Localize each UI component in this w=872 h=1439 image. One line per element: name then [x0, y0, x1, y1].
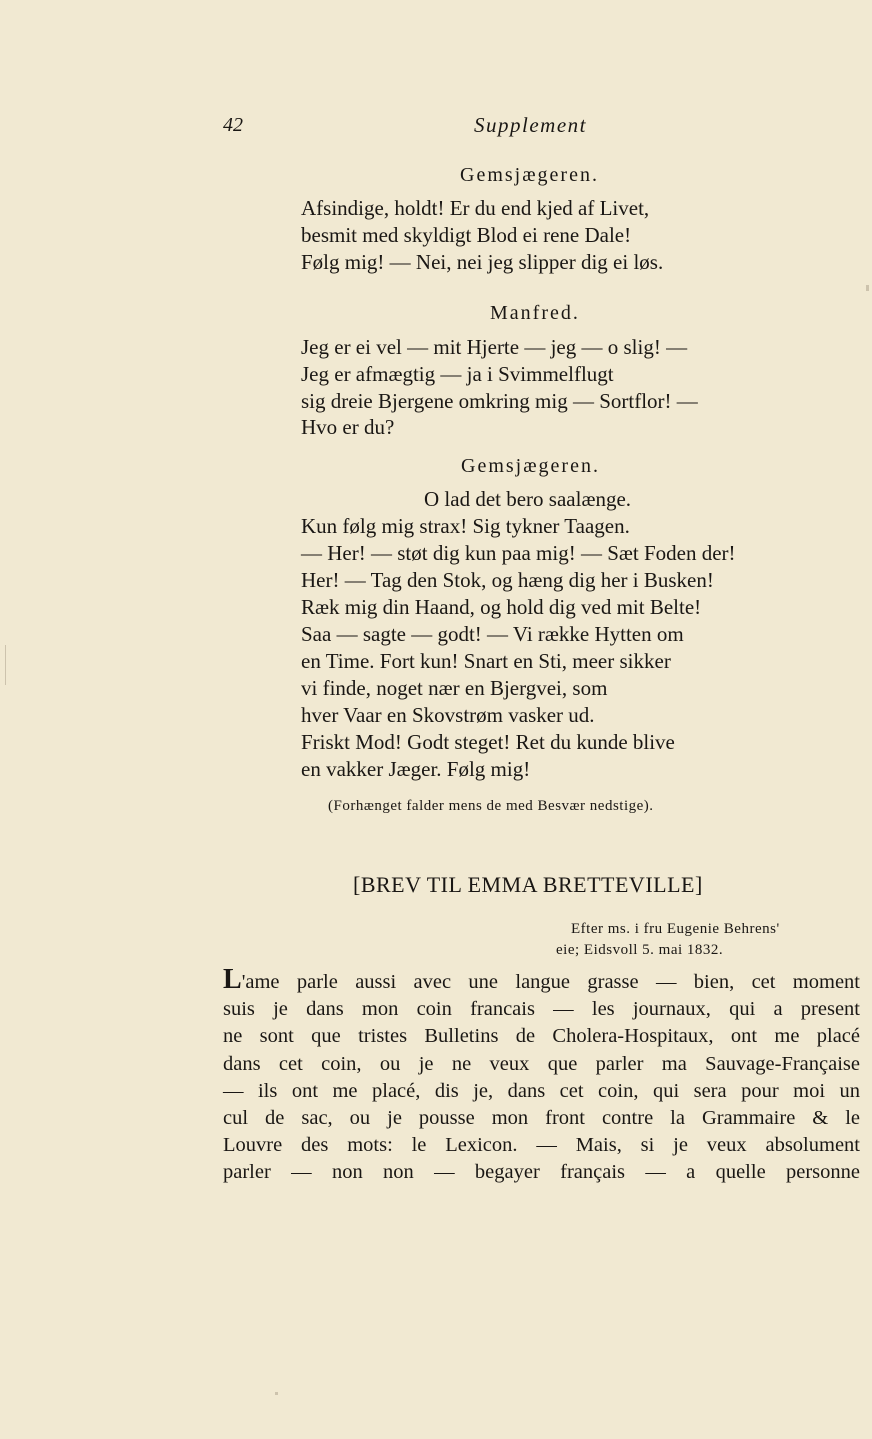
verse-line: en Time. Fort kun! Snart en Sti, meer sikker	[301, 649, 671, 673]
verse-line: Hvo er du?	[301, 415, 395, 439]
verse-line: O lad det bero saalænge.	[424, 487, 632, 511]
prose-line: — ils ont me placé, dis je, dans cet coin, qui sera pour moi un	[223, 1079, 860, 1102]
speaker-name: Gemsjægeren.	[460, 164, 599, 186]
verse-line: Ræk mig din Haand, og hold dig ved mit Belte!	[301, 595, 702, 619]
verse-line: Følg mig! — Nei, nei jeg slipper dig ei løs.	[301, 250, 664, 274]
page-number: 42	[223, 114, 243, 136]
paper-speck	[866, 285, 869, 291]
prose-line-text: 'ame parle aussi avec une langue grasse — bien, cet moment	[241, 971, 860, 993]
stage-direction: (Forhænget falder mens de med Besvær nedstige).	[328, 798, 654, 814]
verse-line: Afsindige, holdt! Er du end kjed af Livet,	[301, 196, 650, 220]
speaker-name: Manfred.	[490, 302, 580, 324]
verse-line: Jeg er ei vel — mit Hjerte — jeg — o slig! —	[301, 335, 688, 359]
prose-line: Louvre des mots: le Lexicon. — Mais, si je veux absolument	[223, 1134, 860, 1157]
verse-line: en vakker Jæger. Følg mig!	[301, 757, 531, 781]
verse-line: Friskt Mod! Godt steget! Ret du kunde blive	[301, 730, 675, 754]
paper-speck	[275, 1392, 278, 1395]
verse-line: besmit med skyldigt Blod ei rene Dale!	[301, 223, 632, 247]
prose-line: ne sont que tristes Bulletins de Cholera-Hospitaux, ont me placé	[223, 1025, 860, 1048]
speaker-name: Gemsjægeren.	[461, 455, 600, 477]
prose-line	[223, 964, 860, 996]
prose-line: dans cet coin, ou je ne veux que parler ma Sauvage-Française	[223, 1052, 860, 1075]
prose-line: suis je dans mon coin francais — les journaux, qui a present	[223, 998, 860, 1021]
verse-line: hver Vaar en Skovstrøm vasker ud.	[301, 703, 595, 727]
verse-line: Saa — sagte — godt! — Vi række Hytten om	[301, 622, 684, 646]
verse-line: Jeg er afmægtig — ja i Svimmelflugt	[301, 362, 614, 386]
source-note: eie; Eidsvoll 5. mai 1832.	[556, 942, 724, 958]
paper-speck	[5, 645, 6, 685]
running-head: Supplement	[474, 113, 587, 137]
verse-line: Kun følg mig strax! Sig tykner Taagen.	[301, 514, 630, 538]
verse-line: vi finde, noget nær en Bjergvei, som	[301, 676, 608, 700]
prose-line: cul de sac, ou je pousse mon front contre la Grammaire & le	[223, 1106, 860, 1129]
letter-title: [BREV TIL EMMA BRETTEVILLE]	[353, 872, 703, 897]
prose-line: parler — non non — begayer français — a quelle personne	[223, 1161, 860, 1184]
drop-cap: L	[223, 964, 242, 995]
source-note: Efter ms. i fru Eugenie Behrens'	[571, 921, 780, 937]
letter-body	[223, 964, 860, 1187]
verse-line: sig dreie Bjergene omkring mig — Sortflor! —	[301, 389, 698, 413]
verse-line: Her! — Tag den Stok, og hæng dig her i Busken!	[301, 568, 714, 592]
verse-line: — Her! — støt dig kun paa mig! — Sæt Foden der!	[301, 541, 736, 565]
